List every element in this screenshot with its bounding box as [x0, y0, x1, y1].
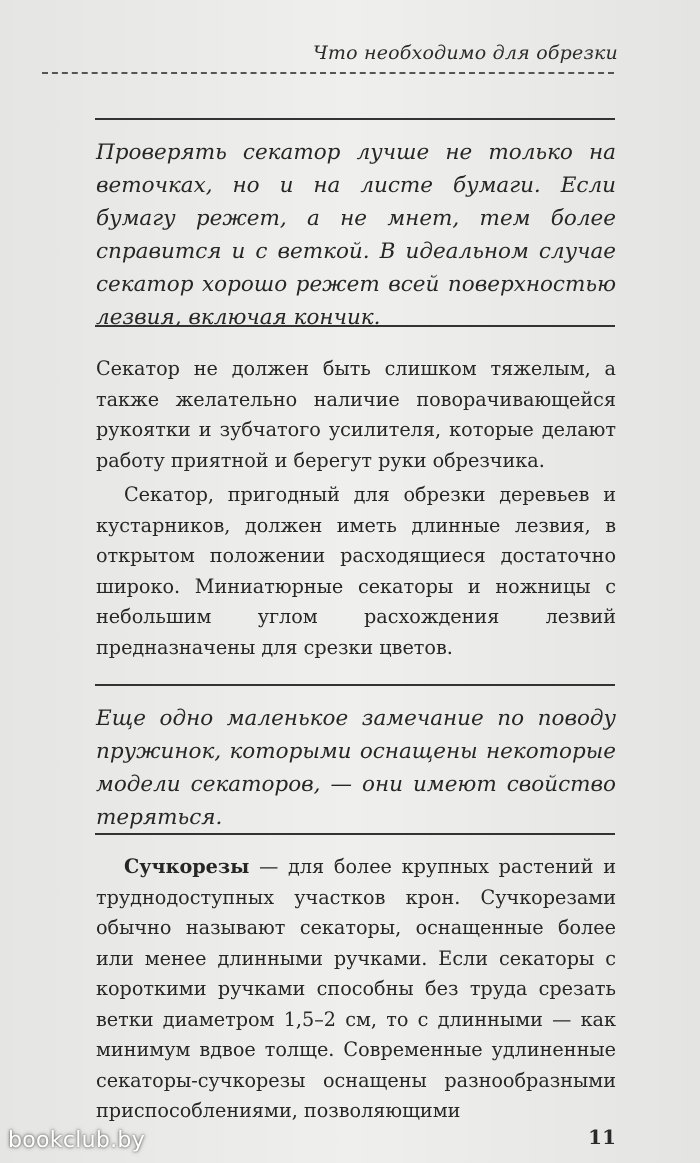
note-top-rule [95, 118, 615, 120]
body-paragraph-3 [96, 852, 616, 1127]
note-bottom-rule [95, 325, 615, 327]
running-header: Что необходимо для обрезки [313, 42, 618, 64]
body-paragraph-3-text: — для более крупных растений и труднодоступных участков крон. Сучкорезами обычно называют секаторы, оснащенные более или менее длинными ручками. Если секаторы с короткими ручками способны без труда срезать ветки диаметром 1,5–2 см, то с длинными — как минимум вдвое толще. Современные удлиненные секаторы-сучкорезы оснащены разнообразными приспособлениями, позволяющими [96, 855, 616, 1122]
note-box-2: Еще одно маленькое замечание по поводу пружинок, которыми оснащены некоторые модели секаторов, — они имеют свойство теряться. [96, 706, 616, 830]
term-suchkorezy: Сучкорезы [124, 855, 250, 878]
header-divider [42, 72, 614, 74]
note-box-1: Проверять секатор лучше не только на веточках, но и на листе бумаги. Если бумагу режет, а не мнет, тем более справится и с веткой. В идеальном случае секатор хорошо режет всей поверхностью лезвия, включая кончик. [96, 140, 616, 330]
body-paragraph-1: Секатор не должен быть слишком тяжелым, а также желательно наличие поворачивающейся рукоятки и зубчатого усилителя, которые делают работу приятной и берегут руки обрезчика. [96, 357, 616, 472]
note-bottom-rule [95, 833, 615, 835]
watermark-logo: bookclub.by [8, 1128, 146, 1153]
note-top-rule [95, 684, 615, 686]
page-number: 11 [588, 1125, 616, 1149]
body-paragraph-2: Секатор, пригодный для обрезки деревьев и кустарников, должен иметь длинные лезвия, в открытом положении расходящиеся достаточно широко. Миниатюрные секаторы и ножницы с небольшим углом расхождения лезвий предназначены для срезки цветов. [96, 483, 616, 659]
